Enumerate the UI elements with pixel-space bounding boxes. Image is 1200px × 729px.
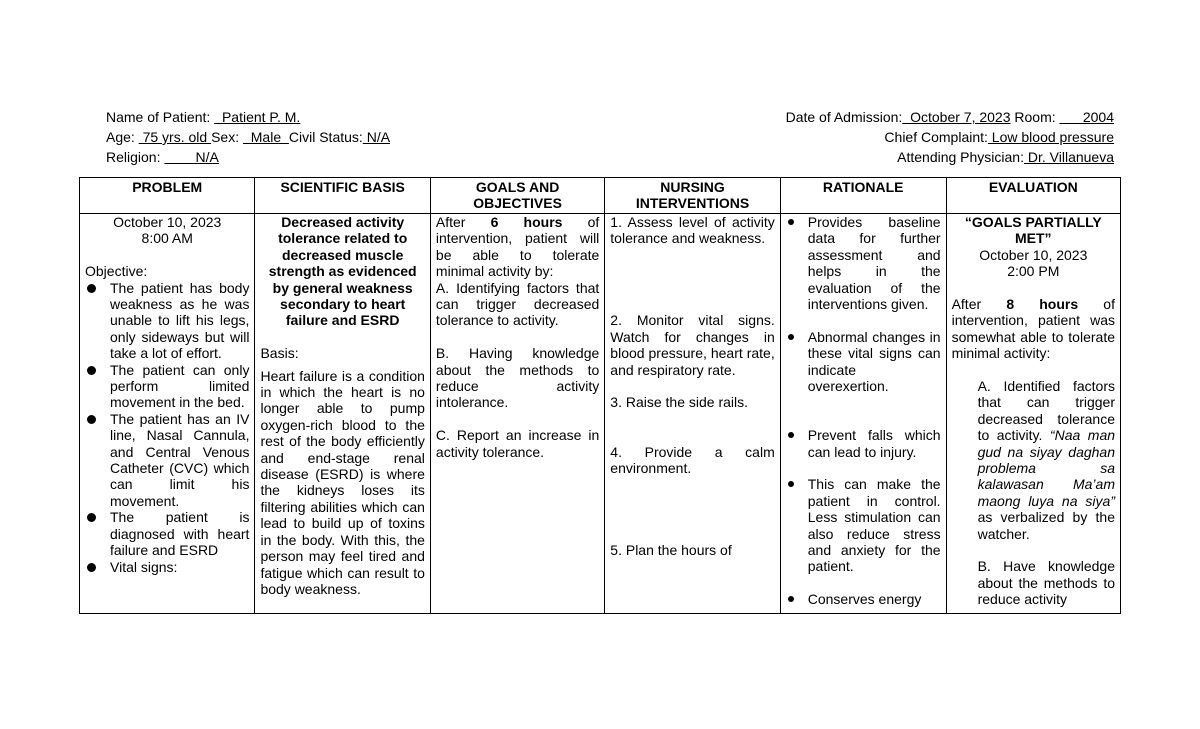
basis-cell [255,214,430,614]
room-value: 2004 [1059,109,1114,125]
interventions-cell [605,214,780,614]
admission-line [786,109,1114,129]
complaint-label: Chief Complaint: [884,129,988,145]
physician-line [786,149,1114,169]
list-item: This can make the patient in control. Less stimulation can also reduce stress and anxiety for the patient. [786,476,941,574]
list-item: Abnormal changes in these vital signs can indicate overexertion. [786,329,941,395]
rationale-list [786,214,941,608]
patient-name-label: Name of Patient: [106,109,211,125]
evaluation-a-quote: “Naa man gud na siyay daghan problema sa kalawasan Ma’am maong luya na siya” [977,427,1116,509]
goals-cell [430,214,604,614]
nursing-diagnosis: Decreased activity tolerance related to decreased muscle strength as evidenced by general weakness secondary to heart failure and ESRD [268,214,417,329]
column-header-evaluation: EVALUATION [946,178,1120,214]
patient-info-right [786,109,1114,169]
intervention-4: 4. Provide a calm environment. [610,443,775,477]
sex-label: Sex: [211,129,240,145]
rationale-cell [780,214,946,614]
evaluation-date: October 10, 2023 [979,246,1088,263]
patient-name-value: Patient P. M. [214,109,301,125]
column-header-interventions: NURSING INTERVENTIONS [605,178,780,214]
objective-list [85,280,249,575]
admission-value: October 7, 2023 [902,109,1011,125]
evaluation-intro-end: of intervention, patient was somewhat able to tolerate minimal activity: [951,296,1115,362]
nursing-care-plan-table [79,177,1121,614]
physician-label: Attending Physician: [897,149,1024,165]
list-item: The patient is diagnosed with heart failure and ESRD [85,509,249,558]
goals-intro-end: of intervention, patient will be able to tolerate minimal activity by: [435,214,600,280]
goal-b: B. Having knowledge about the methods to reduce activity intolerance. [435,345,600,411]
goals-intro [436,214,599,280]
table-row [80,214,1121,614]
list-item: Prevent falls which can lead to injury. [786,427,941,460]
evaluation-b: B. Have knowledge about the methods to reduce activity [977,558,1115,608]
goal-c: C. Report an increase in activity tolerance. [435,427,600,460]
intervention-1: 1. Assess level of activity tolerance and weakness. [610,214,775,247]
list-item: The patient has body weakness as he was unable to lift his legs, only sideways but will take a lot of effort. [85,280,249,362]
list-item: The patient can only perform limited movement in the bed. [85,362,249,411]
basis-text: Heart failure is a condition in which the heart is no longer able to pump oxygen-rich blood to the rest of the body efficiently and end-stage renal disease (ESRD) is where the kidneys loses its filtering abilities which can lead to build up of toxins in the body. With this, the person may feel tired and fatigue which can result to body weakness. [260,367,425,597]
column-header-problem: PROBLEM [80,178,255,214]
religion-value: N/A [164,149,219,165]
patient-name-line [106,109,390,129]
list-item: Vital signs: [85,559,249,575]
basis-label: Basis: [260,345,299,362]
complaint-line [786,129,1114,149]
patient-info-left [106,109,390,169]
complaint-value: Low blood pressure [987,129,1114,145]
column-header-scientific-basis: SCIENTIFIC BASIS [255,178,430,214]
sex-value: Male [242,129,289,145]
religion-line [106,149,390,169]
intervention-5: 5. Plan the hours of [610,542,732,559]
list-item: The patient has an IV line, Nasal Cannula, and Central Venous Catheter (CVC) which can limit his movement. [85,411,249,509]
column-header-rationale: RATIONALE [780,178,946,214]
evaluation-status: “GOALS PARTIALLY MET” [964,214,1102,247]
evaluation-hours: 8 hours [1006,296,1079,313]
evaluation-intro-start: After [951,296,1007,313]
problem-time: 8:00 AM [141,230,193,247]
admission-label: Date of Admission: [785,109,903,125]
physician-value: Dr. Villanueva [1023,149,1114,165]
civil-status-value: N/A [362,129,391,145]
problem-date: October 10, 2023 [113,214,222,230]
intervention-3: 3. Raise the side rails. [610,394,749,411]
evaluation-cell [946,214,1120,614]
evaluation-a-tail: as verbalized by the watcher. [977,509,1115,542]
list-item: Provides baseline data for further assessment and helps in the evaluation of the interventions given. [786,214,941,312]
goal-a: A. Identifying factors that can trigger decreased tolerance to activity. [435,279,600,329]
evaluation-time: 2:00 PM [1007,263,1060,280]
age-sex-civil-line [106,129,390,149]
goals-intro-start: After [435,214,491,230]
goals-hours: 6 hours [490,214,563,230]
room-label: Room: [1010,109,1056,125]
age-label: Age: [106,129,135,145]
evaluation-a [952,378,1115,542]
civil-status-label: Civil Status: [288,129,363,145]
column-header-goals: GOALS AND OBJECTIVES [430,178,604,214]
religion-label: Religion: [106,149,161,165]
list-item: Conserves energy [786,591,941,607]
age-value: 75 yrs. old [138,129,212,145]
table-header-row [80,178,1121,214]
evaluation-intro [952,296,1115,362]
objective-label: Objective: [85,263,148,280]
evaluation-a-text: A. Identified factors that can trigger decreased tolerance to activity. [977,378,1115,444]
problem-cell [80,214,255,614]
intervention-2: 2. Monitor vital signs. Watch for changes in blood pressure, heart rate, and respiratory rate. [610,312,775,378]
